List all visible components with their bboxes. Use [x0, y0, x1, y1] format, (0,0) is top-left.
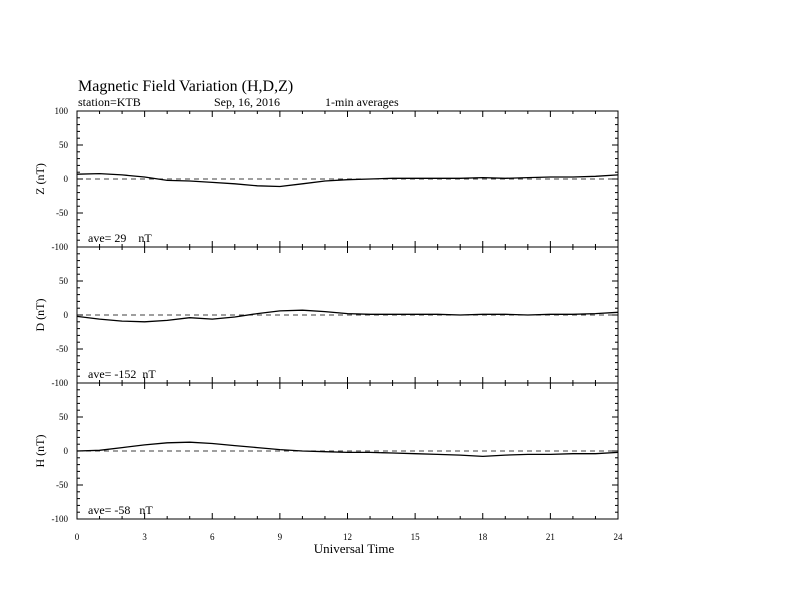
figure-title: Magnetic Field Variation (H,D,Z) — [78, 78, 294, 95]
x-tick-label: 3 — [142, 532, 147, 542]
x-tick-label: 12 — [343, 532, 352, 542]
average-annotation: ave= -58 nT — [88, 503, 153, 517]
average-annotation: ave= 29 nT — [88, 231, 152, 245]
x-tick-label: 0 — [74, 532, 80, 542]
y-tick-label: -100 — [51, 378, 68, 388]
y-tick-label: -50 — [56, 480, 68, 490]
x-axis-label: Universal Time — [313, 541, 395, 556]
x-tick-label: 18 — [478, 532, 488, 542]
y-tick-label: -50 — [56, 344, 68, 354]
y-axis-label: Z (nT) — [33, 163, 47, 195]
chart-panels — [33, 106, 618, 524]
y-tick-label: -100 — [51, 514, 68, 524]
average-annotation: ave= -152 nT — [88, 367, 156, 381]
y-tick-label: 0 — [63, 174, 68, 184]
averaging-label: 1-min averages — [325, 95, 399, 109]
x-tick-label: 21 — [545, 532, 555, 542]
date-label: Sep, 16, 2016 — [214, 95, 280, 109]
series-line-d — [77, 310, 618, 322]
x-tick-label: 15 — [410, 532, 420, 542]
station-label: station=KTB — [78, 95, 141, 109]
x-tick-label: 6 — [210, 532, 215, 542]
y-tick-label: 50 — [59, 276, 68, 286]
y-tick-label: 50 — [59, 412, 68, 422]
x-tick-label: 24 — [613, 532, 623, 542]
x-tick-label: 9 — [277, 532, 283, 542]
panel-d — [33, 247, 618, 388]
y-tick-label: 50 — [59, 140, 68, 150]
y-axis-label: H (nT) — [33, 434, 47, 468]
y-tick-label: -50 — [56, 208, 68, 218]
series-line-h — [77, 442, 618, 456]
series-line-z — [77, 174, 618, 187]
y-tick-label: 0 — [63, 446, 68, 456]
y-tick-label: -100 — [51, 242, 68, 252]
y-tick-label: 0 — [63, 310, 68, 320]
panel-z — [33, 106, 618, 252]
y-axis-label: D (nT) — [33, 298, 47, 332]
panel-h — [33, 383, 618, 524]
y-tick-label: 100 — [54, 106, 68, 116]
